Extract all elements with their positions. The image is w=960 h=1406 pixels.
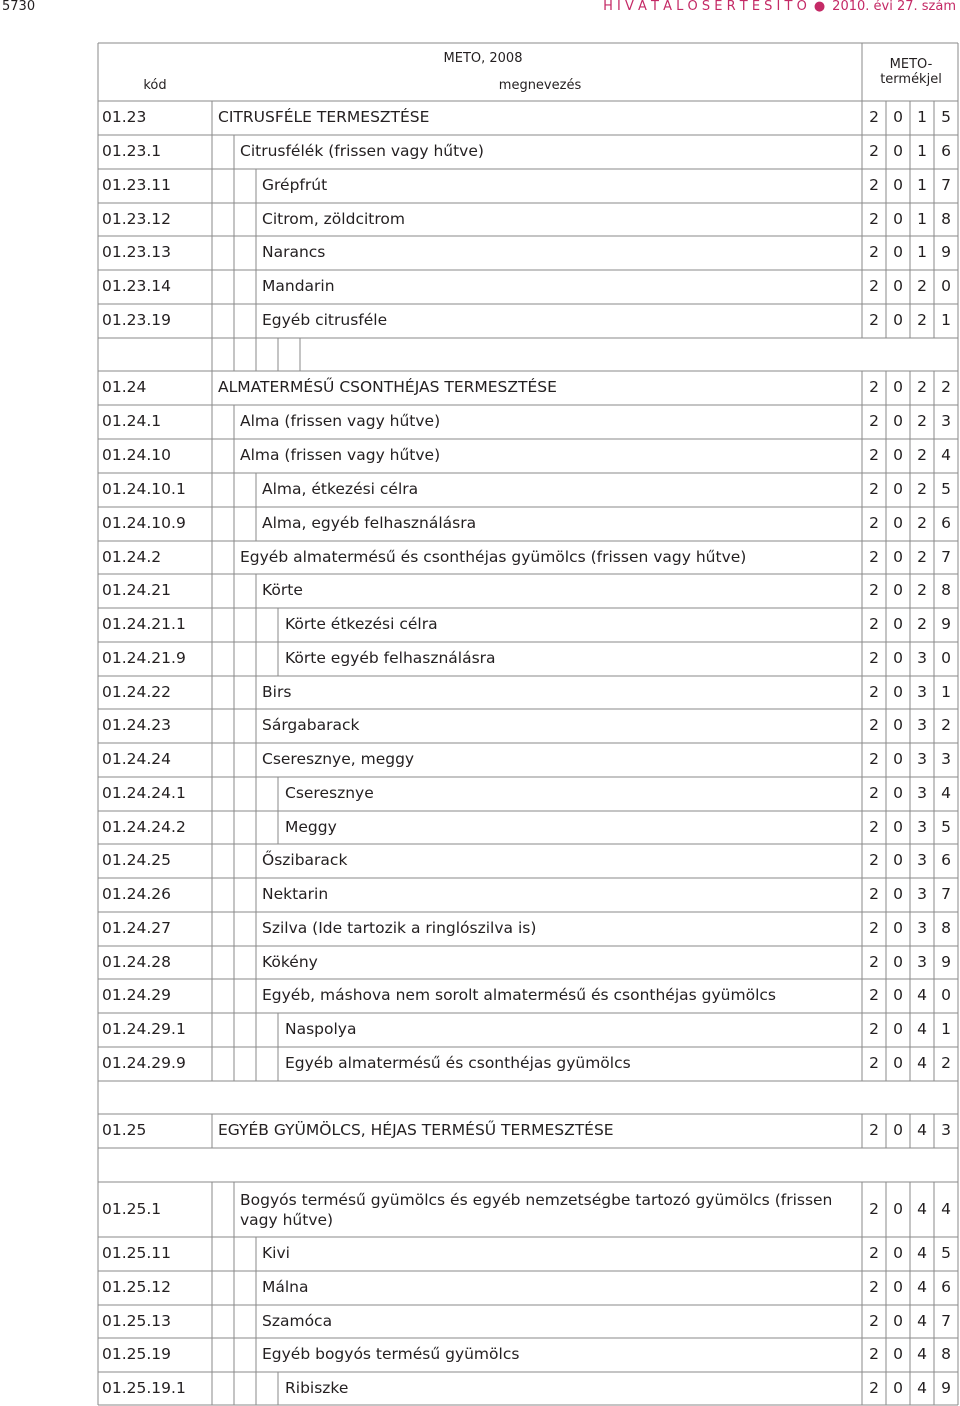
table-row (98, 203, 958, 236)
item-name: Nektarin (262, 885, 329, 903)
product-code-digit: 2 (869, 446, 879, 464)
product-code-digit: 0 (941, 277, 951, 295)
item-code: 01.24.29.1 (102, 1020, 186, 1038)
product-code-digit: 2 (941, 716, 951, 734)
product-code-digit: 2 (869, 548, 879, 566)
product-code-digit: 5 (941, 1244, 951, 1262)
product-code-digit: 0 (893, 649, 903, 667)
table-row (98, 1237, 958, 1271)
product-code-digit: 0 (893, 1345, 903, 1363)
product-code-digit: 2 (917, 480, 927, 498)
product-code-digit: 4 (917, 1054, 927, 1072)
product-code-digit: 4 (941, 446, 951, 464)
product-code-digit: 6 (941, 1278, 951, 1296)
product-code-digit: 3 (941, 412, 951, 430)
product-code-digit: 4 (941, 1200, 951, 1218)
product-code-digit: 1 (917, 210, 927, 228)
item-name: Grépfrút (262, 176, 328, 194)
table-row (98, 878, 958, 912)
item-name: EGYÉB GYÜMÖLCS, HÉJAS TERMÉSŰ TERMESZTÉSE (218, 1121, 614, 1139)
item-code: 01.24.24.2 (102, 818, 186, 836)
product-code-digit: 2 (869, 986, 879, 1004)
product-code (862, 541, 958, 574)
product-code-digit: 0 (893, 851, 903, 869)
product-code-digit: 7 (941, 176, 951, 194)
product-code-digit: 0 (893, 548, 903, 566)
product-code-digit: 2 (869, 1020, 879, 1038)
product-code-digit: 2 (869, 615, 879, 633)
product-code-digit: 9 (941, 1379, 951, 1397)
product-code-digit: 0 (941, 649, 951, 667)
name-column-header: megnevezés (498, 78, 582, 93)
table-row (98, 1114, 958, 1148)
item-name: Egyéb citrusféle (262, 311, 388, 329)
product-code-digit: 0 (893, 919, 903, 937)
product-code-digit: 4 (941, 784, 951, 802)
product-code-digit: 2 (869, 210, 879, 228)
item-name: Meggy (285, 818, 337, 836)
product-code-digit: 1 (917, 176, 927, 194)
product-code-digit: 0 (893, 142, 903, 160)
product-code (862, 135, 958, 169)
product-code (862, 743, 958, 777)
product-code-digit: 2 (869, 378, 879, 396)
item-code: 01.25.12 (102, 1278, 172, 1296)
product-code-digit: 2 (869, 243, 879, 261)
product-code-digit: 2 (917, 378, 927, 396)
product-code-digit: 6 (941, 514, 951, 532)
product-code-digit: 2 (869, 818, 879, 836)
item-name: Szamóca (262, 1312, 333, 1330)
product-code-digit: 6 (941, 851, 951, 869)
product-code-digit: 2 (869, 649, 879, 667)
product-code-digit: 0 (893, 1379, 903, 1397)
table-row (98, 270, 958, 304)
product-code-digit: 7 (941, 548, 951, 566)
product-code (862, 777, 958, 811)
item-code: 01.24.22 (102, 683, 172, 701)
product-code-digit: 2 (869, 953, 879, 971)
item-name: Szilva (Ide tartozik a ringlószilva is) (262, 919, 537, 937)
product-code-digit: 2 (917, 311, 927, 329)
product-code-digit: 3 (917, 919, 927, 937)
product-code-digit: 2 (941, 1054, 951, 1072)
product-code-digit: 0 (893, 277, 903, 295)
product-code (862, 405, 958, 439)
product-code-digit: 0 (893, 784, 903, 802)
product-code-digit: 2 (869, 412, 879, 430)
product-code-column-header: METO- termékjel (880, 57, 942, 87)
product-code-digit: 2 (869, 1312, 879, 1330)
table-row (98, 811, 958, 844)
item-code: 01.25 (102, 1121, 147, 1139)
table-row (98, 642, 958, 676)
product-code-digit: 7 (941, 885, 951, 903)
product-code-digit: 8 (941, 581, 951, 599)
journal-title: H I V A T A L O S É R T E S Í T Ő (603, 0, 807, 14)
item-name: Egyéb almatermésű és csonthéjas gyümölcs (285, 1054, 631, 1072)
item-name: Málna (262, 1278, 309, 1296)
product-code-digit: 2 (869, 1200, 879, 1218)
product-code-digit: 2 (869, 277, 879, 295)
item-code: 01.24.21 (102, 581, 172, 599)
product-code-digit: 0 (893, 446, 903, 464)
product-code-digit: 2 (917, 615, 927, 633)
table-row (98, 236, 958, 270)
table-row (98, 1081, 958, 1114)
item-code: 01.24.10.1 (102, 480, 186, 498)
item-code: 01.25.19.1 (102, 1379, 186, 1397)
product-code (862, 912, 958, 946)
product-code-digit: 0 (893, 716, 903, 734)
table-row (98, 405, 958, 439)
table-row (98, 844, 958, 878)
table-row (98, 1013, 958, 1047)
item-name: Citrom, zöldcitrom (262, 210, 405, 228)
product-code-digit: 0 (893, 1244, 903, 1262)
product-code-digit: 4 (917, 1379, 927, 1397)
product-code-digit: 0 (893, 514, 903, 532)
product-code-digit: 1 (941, 1020, 951, 1038)
product-code-digit: 2 (917, 514, 927, 532)
product-code-digit: 0 (893, 108, 903, 126)
product-code-digit: 2 (869, 514, 879, 532)
product-code-digit: 0 (893, 750, 903, 768)
product-code (862, 101, 958, 135)
product-code-digit: 0 (893, 243, 903, 261)
table-row (98, 101, 958, 135)
product-code-digit: 2 (869, 1345, 879, 1363)
product-code (862, 1237, 958, 1271)
product-code-digit: 1 (917, 142, 927, 160)
product-code (862, 304, 958, 338)
item-code: 01.25.19 (102, 1345, 172, 1363)
product-code-digit: 2 (869, 1054, 879, 1072)
product-code (862, 1148, 958, 1182)
product-code (862, 439, 958, 473)
product-code-digit: 0 (893, 818, 903, 836)
table-row (98, 676, 958, 709)
product-code (862, 1013, 958, 1047)
product-code-digit: 3 (941, 1121, 951, 1139)
item-code: 01.23.14 (102, 277, 172, 295)
item-name: Ribiszke (285, 1379, 349, 1397)
product-code-digit: 4 (917, 1345, 927, 1363)
product-code-digit: 0 (893, 210, 903, 228)
table-row (98, 1047, 958, 1081)
item-code: 01.23.19 (102, 311, 172, 329)
product-code-digit: 3 (941, 750, 951, 768)
table-row (98, 608, 958, 642)
product-code (862, 1047, 958, 1081)
item-name: Egyéb, máshova nem sorolt almatermésű és csonthéjas gyümölcs (262, 986, 776, 1004)
product-code-digit: 2 (941, 378, 951, 396)
item-name: Kökény (262, 953, 318, 971)
product-code-digit: 3 (917, 953, 927, 971)
item-code: 01.24.21.1 (102, 615, 186, 633)
separator-dot-icon: ● (813, 0, 826, 14)
product-code (862, 642, 958, 676)
product-code (862, 979, 958, 1013)
product-code-digit: 2 (869, 142, 879, 160)
product-code-digit: 0 (893, 885, 903, 903)
product-code-digit: 0 (893, 1121, 903, 1139)
product-code-digit: 8 (941, 210, 951, 228)
product-code-digit: 0 (941, 986, 951, 1004)
product-code-digit: 3 (917, 649, 927, 667)
product-code (862, 811, 958, 844)
product-code-digit: 3 (917, 784, 927, 802)
product-code (862, 676, 958, 709)
item-code: 01.23.1 (102, 142, 162, 160)
item-name: CITRUSFÉLE TERMESZTÉSE (218, 108, 430, 126)
product-code (862, 844, 958, 878)
table-row (98, 507, 958, 541)
product-code-digit: 2 (917, 277, 927, 295)
item-name: Egyéb almatermésű és csonthéjas gyümölcs (frissen vagy hűtve) (240, 548, 747, 566)
item-name: Őszibarack (262, 851, 348, 869)
product-code-digit: 7 (941, 1312, 951, 1330)
item-code: 01.24.21.9 (102, 649, 186, 667)
table-row (98, 1182, 958, 1237)
item-code: 01.25.13 (102, 1312, 172, 1330)
product-code-digit: 0 (893, 581, 903, 599)
product-code-digit: 0 (893, 176, 903, 194)
table-row (98, 439, 958, 473)
product-code-digit: 1 (941, 311, 951, 329)
product-code-digit: 2 (917, 581, 927, 599)
product-code-digit: 2 (869, 176, 879, 194)
product-code-digit: 4 (917, 1312, 927, 1330)
product-code-digit: 2 (869, 480, 879, 498)
product-code-digit: 2 (917, 446, 927, 464)
item-code: 01.24.10.9 (102, 514, 186, 532)
product-code-digit: 4 (917, 1278, 927, 1296)
product-code-digit: 1 (917, 108, 927, 126)
product-code-digit: 2 (869, 784, 879, 802)
product-code (862, 507, 958, 541)
item-code: 01.24.24.1 (102, 784, 186, 802)
code-column-header: kód (143, 78, 167, 93)
product-code (862, 1372, 958, 1405)
table-row (98, 304, 958, 338)
classification-header: METO, 2008 (443, 51, 523, 66)
product-code-digit: 0 (893, 1020, 903, 1038)
product-code-digit: 3 (917, 851, 927, 869)
issue-date: 2010. évi 27. szám (832, 0, 956, 14)
product-code-digit: 8 (941, 919, 951, 937)
table-row (98, 1271, 958, 1305)
product-code-digit: 2 (917, 412, 927, 430)
product-code (862, 236, 958, 270)
item-name: Bogyós termésű gyümölcs és egyéb nemzetségbe tartozó gyümölcs (frissen vagy hűtve) (240, 1191, 833, 1229)
product-code (862, 1271, 958, 1305)
table-row (98, 743, 958, 777)
table-row (98, 371, 958, 405)
table-row (98, 946, 958, 979)
product-code-digit: 9 (941, 243, 951, 261)
product-code-digit: 0 (893, 480, 903, 498)
product-code-digit: 0 (893, 1278, 903, 1296)
product-code-digit: 0 (893, 378, 903, 396)
product-code (862, 1305, 958, 1338)
table-row (98, 777, 958, 811)
product-code-digit: 0 (893, 1054, 903, 1072)
item-code: 01.24.24 (102, 750, 172, 768)
item-code: 01.23 (102, 108, 147, 126)
product-code-digit: 4 (917, 986, 927, 1004)
product-code (862, 878, 958, 912)
product-code-digit: 0 (893, 986, 903, 1004)
item-code: 01.24.1 (102, 412, 162, 430)
table-row (98, 709, 958, 743)
product-code-digit: 0 (893, 615, 903, 633)
product-code (862, 338, 958, 371)
item-code: 01.25.1 (102, 1200, 162, 1218)
product-code-digit: 2 (869, 716, 879, 734)
item-code: 01.24.23 (102, 716, 172, 734)
item-code: 01.23.12 (102, 210, 172, 228)
product-code-digit: 2 (869, 108, 879, 126)
product-code-digit: 2 (869, 750, 879, 768)
table-row (98, 574, 958, 608)
product-code (862, 473, 958, 507)
product-code (862, 169, 958, 203)
product-code-digit: 9 (941, 615, 951, 633)
product-code-digit: 5 (941, 108, 951, 126)
product-code-digit: 6 (941, 142, 951, 160)
product-code (862, 574, 958, 608)
product-code-digit: 1 (917, 243, 927, 261)
product-code-digit: 2 (869, 683, 879, 701)
table-row (98, 338, 958, 371)
product-code-digit: 4 (917, 1121, 927, 1139)
table-row (98, 169, 958, 203)
item-name: Narancs (262, 243, 326, 261)
table-row (98, 541, 958, 574)
item-name: Kivi (262, 1244, 290, 1262)
item-name: Alma, egyéb felhasználásra (262, 514, 477, 532)
item-name: Mandarin (262, 277, 335, 295)
product-code-digit: 2 (869, 1121, 879, 1139)
product-code (862, 1114, 958, 1148)
item-code: 01.24.27 (102, 919, 172, 937)
product-code (862, 371, 958, 405)
product-code-digit: 2 (917, 548, 927, 566)
product-code-digit: 8 (941, 1345, 951, 1363)
product-code-digit: 2 (869, 919, 879, 937)
item-name: Alma (frissen vagy hűtve) (240, 412, 441, 430)
item-name: Birs (262, 683, 292, 701)
product-code (862, 608, 958, 642)
product-code-digit: 5 (941, 818, 951, 836)
item-name: Cseresznye, meggy (262, 750, 415, 768)
product-code-digit: 2 (869, 1278, 879, 1296)
item-name: Cseresznye (285, 784, 374, 802)
product-code-digit: 0 (893, 953, 903, 971)
product-code (862, 1338, 958, 1372)
page-number: 5730 (2, 0, 36, 14)
product-code-digit: 2 (869, 1379, 879, 1397)
table-row (98, 912, 958, 946)
product-code-digit: 3 (917, 885, 927, 903)
table-row (98, 979, 958, 1013)
item-code: 01.24.29 (102, 986, 172, 1004)
item-code: 01.25.11 (102, 1244, 172, 1262)
product-code (862, 270, 958, 304)
product-code (862, 1182, 958, 1237)
product-code (862, 203, 958, 236)
table-row (98, 1305, 958, 1338)
item-name: ALMATERMÉSŰ CSONTHÉJAS TERMESZTÉSE (218, 378, 557, 396)
product-code (862, 709, 958, 743)
product-code (862, 1081, 958, 1114)
product-code-digit: 3 (917, 818, 927, 836)
item-code: 01.24.2 (102, 548, 162, 566)
product-code-digit: 4 (917, 1244, 927, 1262)
product-code-digit: 5 (941, 480, 951, 498)
product-code-digit: 2 (869, 885, 879, 903)
item-name: Egyéb bogyós termésű gyümölcs (262, 1345, 520, 1363)
product-code (862, 946, 958, 979)
item-code: 01.24.25 (102, 851, 172, 869)
table-row (98, 135, 958, 169)
item-code: 01.23.13 (102, 243, 172, 261)
item-name: Körte étkezési célra (285, 615, 438, 633)
product-code-digit: 4 (917, 1020, 927, 1038)
item-name: Sárgabarack (262, 716, 360, 734)
product-code-digit: 3 (917, 716, 927, 734)
item-name: Alma (frissen vagy hűtve) (240, 446, 441, 464)
item-name: Naspolya (285, 1020, 357, 1038)
product-code-digit: 2 (869, 1244, 879, 1262)
item-name: Citrusfélék (frissen vagy hűtve) (240, 142, 484, 160)
product-code-digit: 0 (893, 412, 903, 430)
table-row (98, 1372, 958, 1405)
item-code: 01.24.26 (102, 885, 172, 903)
product-code-digit: 9 (941, 953, 951, 971)
product-code-digit: 3 (917, 683, 927, 701)
item-name: Alma, étkezési célra (262, 480, 419, 498)
product-code-digit: 2 (869, 311, 879, 329)
product-code-digit: 0 (893, 683, 903, 701)
product-code-digit: 2 (869, 851, 879, 869)
item-code: 01.24.28 (102, 953, 172, 971)
product-code-digit: 3 (917, 750, 927, 768)
table-row (98, 1338, 958, 1372)
product-code-digit: 1 (941, 683, 951, 701)
product-code-digit: 2 (869, 581, 879, 599)
product-code-digit: 0 (893, 1200, 903, 1218)
table-row (98, 473, 958, 507)
item-code: 01.24.29.9 (102, 1054, 186, 1072)
product-code-digit: 0 (893, 1312, 903, 1330)
item-name: Körte egyéb felhasználásra (285, 649, 496, 667)
product-code-digit: 4 (917, 1200, 927, 1218)
item-code: 01.24 (102, 378, 147, 396)
item-name: Körte (262, 581, 303, 599)
table-row (98, 1148, 958, 1182)
item-code: 01.24.10 (102, 446, 172, 464)
item-code: 01.23.11 (102, 176, 172, 194)
product-code-digit: 0 (893, 311, 903, 329)
